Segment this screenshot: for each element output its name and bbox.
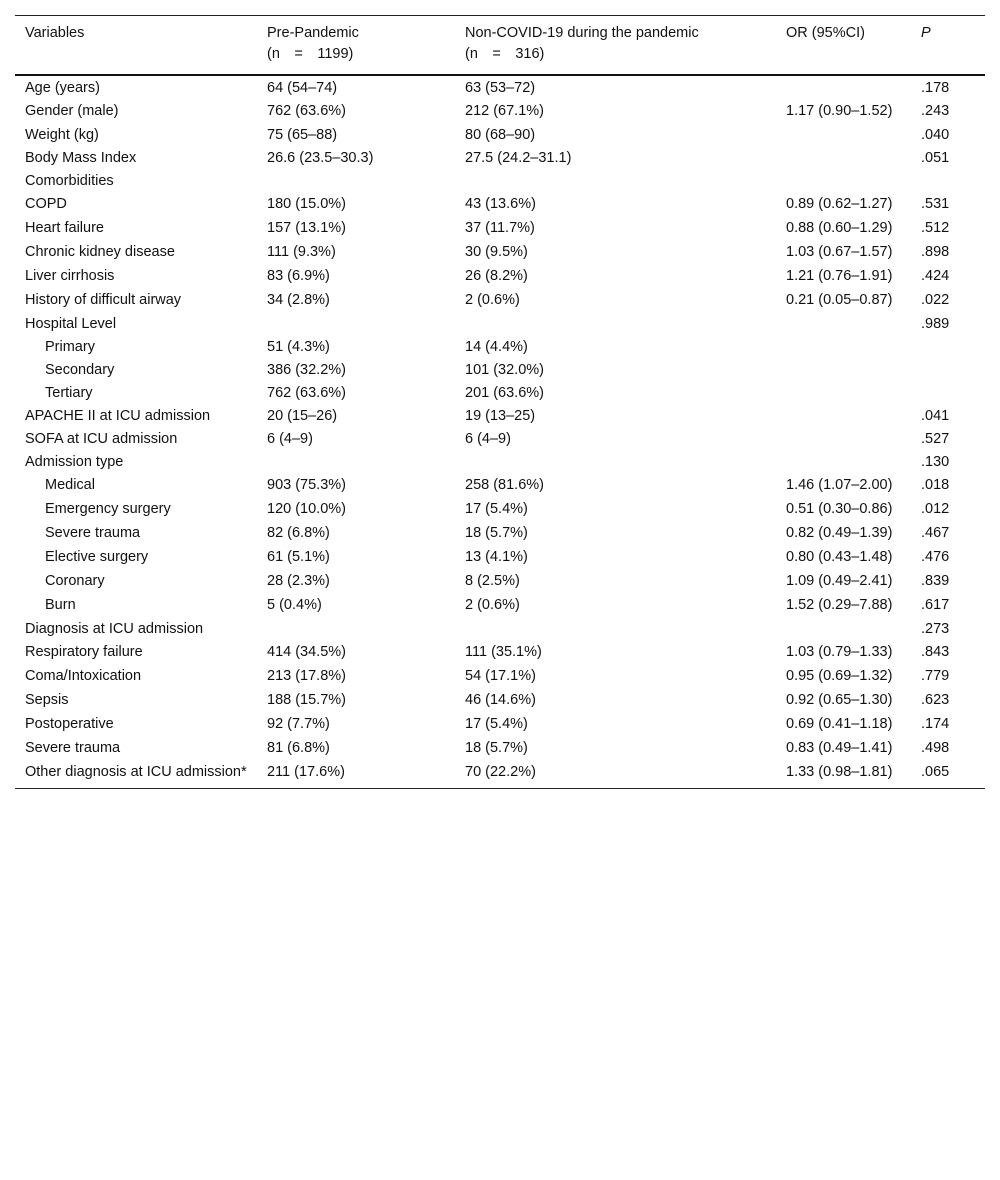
cell-p-value: .531 bbox=[921, 196, 950, 212]
cell-p-value bbox=[911, 382, 985, 405]
cell-variable: SOFA at ICU admission bbox=[25, 431, 178, 447]
cell-variable: Other diagnosis at ICU admission* bbox=[25, 764, 247, 780]
cell-pre-pandemic: 51 (4.3%) bbox=[267, 339, 330, 355]
cell-pre-pandemic: 20 (15–26) bbox=[267, 408, 338, 424]
cell-pre-pandemic: 211 (17.6%) bbox=[267, 764, 345, 780]
cell-pre-pandemic: 188 (15.7%) bbox=[267, 692, 346, 708]
cell-pre-pandemic: 213 (17.8%) bbox=[267, 668, 346, 684]
cell-non-covid: 258 (81.6%) bbox=[465, 477, 544, 493]
cell-variable: Gender (male) bbox=[25, 103, 119, 119]
table-header bbox=[15, 16, 985, 76]
cell-odds-ratio: 1.46 (1.07–2.00) bbox=[786, 477, 893, 493]
table-row bbox=[15, 665, 985, 689]
cell-pre-pandemic: 386 (32.2%) bbox=[267, 362, 346, 378]
cell-non-covid: 13 (4.1%) bbox=[465, 549, 528, 565]
header-p-value: P bbox=[921, 25, 931, 41]
header-row bbox=[15, 16, 985, 76]
cell-p-value: .476 bbox=[921, 549, 950, 565]
table-row bbox=[15, 100, 985, 124]
table-row bbox=[15, 428, 985, 451]
table-row bbox=[15, 359, 985, 382]
data-table bbox=[15, 15, 985, 789]
cell-variable: History of difficult airway bbox=[25, 292, 182, 308]
cell-variable: Age (years) bbox=[25, 80, 100, 96]
table-row bbox=[15, 761, 985, 789]
cell-p-value: .018 bbox=[921, 477, 950, 493]
cell-odds-ratio: 1.52 (0.29–7.88) bbox=[786, 597, 893, 613]
cell-non-covid: 43 (13.6%) bbox=[465, 196, 536, 212]
cell-odds-ratio bbox=[776, 428, 911, 451]
cell-variable: APACHE II at ICU admission bbox=[25, 408, 211, 424]
table-row bbox=[15, 594, 985, 618]
header-pre-title: Pre-Pandemic bbox=[267, 25, 359, 41]
cell-non-covid: 46 (14.6%) bbox=[465, 692, 536, 708]
cell-p-value: .051 bbox=[921, 150, 950, 166]
cell-non-covid: 14 (4.4%) bbox=[465, 339, 528, 355]
cell-variable: Severe trauma bbox=[45, 525, 141, 541]
cell-variable: Chronic kidney disease bbox=[25, 244, 175, 260]
cell-non-covid: 63 (53–72) bbox=[465, 80, 536, 96]
cell-odds-ratio: 0.88 (0.60–1.29) bbox=[786, 220, 893, 236]
cell-variable: Secondary bbox=[45, 362, 115, 378]
cell-pre-pandemic bbox=[257, 618, 455, 641]
header-odds-ratio: OR (95%CI) bbox=[786, 25, 865, 41]
cell-odds-ratio bbox=[776, 336, 911, 359]
table-body bbox=[15, 75, 985, 789]
cell-non-covid: 19 (13–25) bbox=[465, 408, 536, 424]
cell-non-covid bbox=[455, 313, 776, 336]
cell-p-value: .040 bbox=[921, 127, 950, 143]
table-row bbox=[15, 522, 985, 546]
cell-pre-pandemic bbox=[257, 451, 455, 474]
cell-odds-ratio: 0.51 (0.30–0.86) bbox=[786, 501, 893, 517]
cell-odds-ratio: 0.80 (0.43–1.48) bbox=[786, 549, 893, 565]
cell-p-value: .174 bbox=[921, 716, 950, 732]
cell-p-value: .989 bbox=[921, 316, 950, 332]
header-variables: Variables bbox=[25, 25, 85, 41]
cell-p-value: .617 bbox=[921, 597, 950, 613]
cell-pre-pandemic: 92 (7.7%) bbox=[267, 716, 330, 732]
cell-odds-ratio: 0.92 (0.65–1.30) bbox=[786, 692, 893, 708]
cell-variable: Body Mass Index bbox=[25, 150, 137, 166]
cell-pre-pandemic: 180 (15.0%) bbox=[267, 196, 346, 212]
cell-variable: Weight (kg) bbox=[25, 127, 99, 143]
cell-odds-ratio bbox=[776, 618, 911, 641]
cell-non-covid: 17 (5.4%) bbox=[465, 716, 528, 732]
cell-p-value: .898 bbox=[921, 244, 950, 260]
cell-p-value: .839 bbox=[921, 573, 950, 589]
cell-p-value: .424 bbox=[921, 268, 950, 284]
table-row bbox=[15, 336, 985, 359]
cell-odds-ratio: 0.95 (0.69–1.32) bbox=[786, 668, 893, 684]
cell-odds-ratio bbox=[776, 313, 911, 336]
cell-non-covid: 8 (2.5%) bbox=[465, 573, 520, 589]
cell-odds-ratio bbox=[776, 359, 911, 382]
cell-p-value: .779 bbox=[921, 668, 950, 684]
cell-pre-pandemic bbox=[257, 313, 455, 336]
cell-variable: Severe trauma bbox=[25, 740, 121, 756]
cell-odds-ratio: 0.83 (0.49–1.41) bbox=[786, 740, 893, 756]
cell-pre-pandemic: 81 (6.8%) bbox=[267, 740, 330, 756]
cell-pre-pandemic: 903 (75.3%) bbox=[267, 477, 346, 493]
cell-odds-ratio: 0.21 (0.05–0.87) bbox=[786, 292, 893, 308]
cell-p-value: .178 bbox=[921, 80, 950, 96]
table-row bbox=[15, 474, 985, 498]
cell-pre-pandemic: 61 (5.1%) bbox=[267, 549, 330, 565]
cell-pre-pandemic: 111 (9.3%) bbox=[267, 244, 336, 260]
cell-pre-pandemic: 157 (13.1%) bbox=[267, 220, 346, 236]
cell-variable: Postoperative bbox=[25, 716, 114, 732]
cell-variable: Respiratory failure bbox=[25, 644, 143, 660]
cell-p-value: .273 bbox=[921, 621, 950, 637]
header-pre-n: (n = 1199) bbox=[267, 46, 354, 62]
cell-pre-pandemic: 762 (63.6%) bbox=[267, 103, 346, 119]
cell-variable: Tertiary bbox=[45, 385, 93, 401]
table-row bbox=[15, 546, 985, 570]
cell-variable: Comorbidities bbox=[25, 173, 114, 189]
cell-variable: Elective surgery bbox=[45, 549, 149, 565]
table-row bbox=[15, 713, 985, 737]
cell-variable: Sepsis bbox=[25, 692, 69, 708]
cell-non-covid: 54 (17.1%) bbox=[465, 668, 536, 684]
cell-non-covid: 70 (22.2%) bbox=[465, 764, 536, 780]
table-row bbox=[15, 570, 985, 594]
cell-variable: Medical bbox=[45, 477, 95, 493]
table-row bbox=[15, 737, 985, 761]
header-non-title: Non-COVID-19 during the pandemic bbox=[465, 25, 699, 41]
cell-pre-pandemic: 28 (2.3%) bbox=[267, 573, 330, 589]
table-row bbox=[15, 170, 985, 193]
cell-p-value: .243 bbox=[921, 103, 950, 119]
cell-non-covid: 101 (32.0%) bbox=[465, 362, 544, 378]
cell-p-value: .065 bbox=[921, 764, 950, 780]
table-row bbox=[15, 451, 985, 474]
cell-pre-pandemic: 64 (54–74) bbox=[267, 80, 338, 96]
cell-odds-ratio: 1.21 (0.76–1.91) bbox=[786, 268, 893, 284]
cell-variable: Coronary bbox=[45, 573, 105, 589]
header-pre-pandemic bbox=[257, 16, 455, 76]
cell-non-covid: 111 (35.1%) bbox=[465, 644, 542, 660]
cell-p-value bbox=[911, 336, 985, 359]
cell-p-value bbox=[911, 359, 985, 382]
cell-p-value: .130 bbox=[921, 454, 950, 470]
table-row bbox=[15, 618, 985, 641]
cell-variable: Liver cirrhosis bbox=[25, 268, 115, 284]
cell-non-covid: 17 (5.4%) bbox=[465, 501, 528, 517]
cell-odds-ratio: 0.69 (0.41–1.18) bbox=[786, 716, 893, 732]
cell-odds-ratio: 0.82 (0.49–1.39) bbox=[786, 525, 893, 541]
cell-variable: Burn bbox=[45, 597, 76, 613]
cell-pre-pandemic: 83 (6.9%) bbox=[267, 268, 330, 284]
header-non-n: (n = 316) bbox=[465, 46, 545, 62]
cell-variable: Hospital Level bbox=[25, 316, 117, 332]
cell-non-covid: 6 (4–9) bbox=[465, 431, 511, 447]
table-row bbox=[15, 265, 985, 289]
cell-p-value: .467 bbox=[921, 525, 950, 541]
cell-non-covid: 201 (63.6%) bbox=[465, 385, 544, 401]
cell-variable: Heart failure bbox=[25, 220, 104, 236]
cell-odds-ratio bbox=[776, 147, 911, 170]
cell-non-covid bbox=[455, 170, 776, 193]
table-row bbox=[15, 405, 985, 428]
cell-pre-pandemic: 414 (34.5%) bbox=[267, 644, 346, 660]
cell-non-covid: 30 (9.5%) bbox=[465, 244, 528, 260]
table-row bbox=[15, 289, 985, 313]
cell-pre-pandemic: 26.6 (23.5–30.3) bbox=[267, 150, 374, 166]
cell-odds-ratio bbox=[776, 124, 911, 147]
cell-pre-pandemic: 5 (0.4%) bbox=[267, 597, 322, 613]
table-row bbox=[15, 313, 985, 336]
cell-p-value: .512 bbox=[921, 220, 950, 236]
cell-p-value bbox=[911, 170, 985, 193]
cell-variable: Primary bbox=[45, 339, 95, 355]
cell-non-covid: 212 (67.1%) bbox=[465, 103, 544, 119]
cell-p-value: .012 bbox=[921, 501, 950, 517]
cell-odds-ratio bbox=[776, 170, 911, 193]
cell-non-covid: 2 (0.6%) bbox=[465, 597, 520, 613]
cell-non-covid bbox=[455, 451, 776, 474]
header-non-covid bbox=[455, 16, 776, 76]
table-container bbox=[15, 15, 985, 789]
cell-p-value: .843 bbox=[921, 644, 950, 660]
cell-non-covid: 18 (5.7%) bbox=[465, 525, 528, 541]
cell-odds-ratio bbox=[776, 75, 911, 100]
table-row bbox=[15, 498, 985, 522]
cell-p-value: .527 bbox=[921, 431, 950, 447]
cell-odds-ratio: 1.33 (0.98–1.81) bbox=[786, 764, 893, 780]
cell-non-covid bbox=[455, 618, 776, 641]
table-row bbox=[15, 75, 985, 100]
cell-variable: Diagnosis at ICU admission bbox=[25, 621, 204, 637]
cell-p-value: .498 bbox=[921, 740, 950, 756]
cell-variable: Emergency surgery bbox=[45, 501, 171, 517]
table-row bbox=[15, 641, 985, 665]
cell-variable: Coma/Intoxication bbox=[25, 668, 142, 684]
cell-variable: COPD bbox=[25, 196, 67, 212]
cell-odds-ratio: 1.03 (0.79–1.33) bbox=[786, 644, 893, 660]
table-row bbox=[15, 124, 985, 147]
cell-pre-pandemic: 6 (4–9) bbox=[267, 431, 313, 447]
cell-pre-pandemic: 75 (65–88) bbox=[267, 127, 338, 143]
cell-p-value: .623 bbox=[921, 692, 950, 708]
cell-non-covid: 27.5 (24.2–31.1) bbox=[465, 150, 572, 166]
cell-odds-ratio bbox=[776, 382, 911, 405]
cell-variable: Admission type bbox=[25, 454, 124, 470]
cell-odds-ratio: 1.09 (0.49–2.41) bbox=[786, 573, 893, 589]
table-row bbox=[15, 689, 985, 713]
cell-non-covid: 18 (5.7%) bbox=[465, 740, 528, 756]
table-row bbox=[15, 147, 985, 170]
cell-pre-pandemic bbox=[257, 170, 455, 193]
table-row bbox=[15, 382, 985, 405]
cell-pre-pandemic: 120 (10.0%) bbox=[267, 501, 346, 517]
cell-non-covid: 2 (0.6%) bbox=[465, 292, 520, 308]
table-row bbox=[15, 217, 985, 241]
cell-non-covid: 26 (8.2%) bbox=[465, 268, 528, 284]
cell-pre-pandemic: 82 (6.8%) bbox=[267, 525, 330, 541]
cell-p-value: .041 bbox=[921, 408, 950, 424]
cell-non-covid: 80 (68–90) bbox=[465, 127, 536, 143]
cell-odds-ratio bbox=[776, 451, 911, 474]
cell-p-value: .022 bbox=[921, 292, 950, 308]
cell-odds-ratio bbox=[776, 405, 911, 428]
cell-odds-ratio: 1.03 (0.67–1.57) bbox=[786, 244, 893, 260]
cell-odds-ratio: 0.89 (0.62–1.27) bbox=[786, 196, 893, 212]
cell-pre-pandemic: 34 (2.8%) bbox=[267, 292, 330, 308]
table-row bbox=[15, 193, 985, 217]
cell-odds-ratio: 1.17 (0.90–1.52) bbox=[786, 103, 893, 119]
cell-non-covid: 37 (11.7%) bbox=[465, 220, 535, 236]
cell-pre-pandemic: 762 (63.6%) bbox=[267, 385, 346, 401]
table-row bbox=[15, 241, 985, 265]
